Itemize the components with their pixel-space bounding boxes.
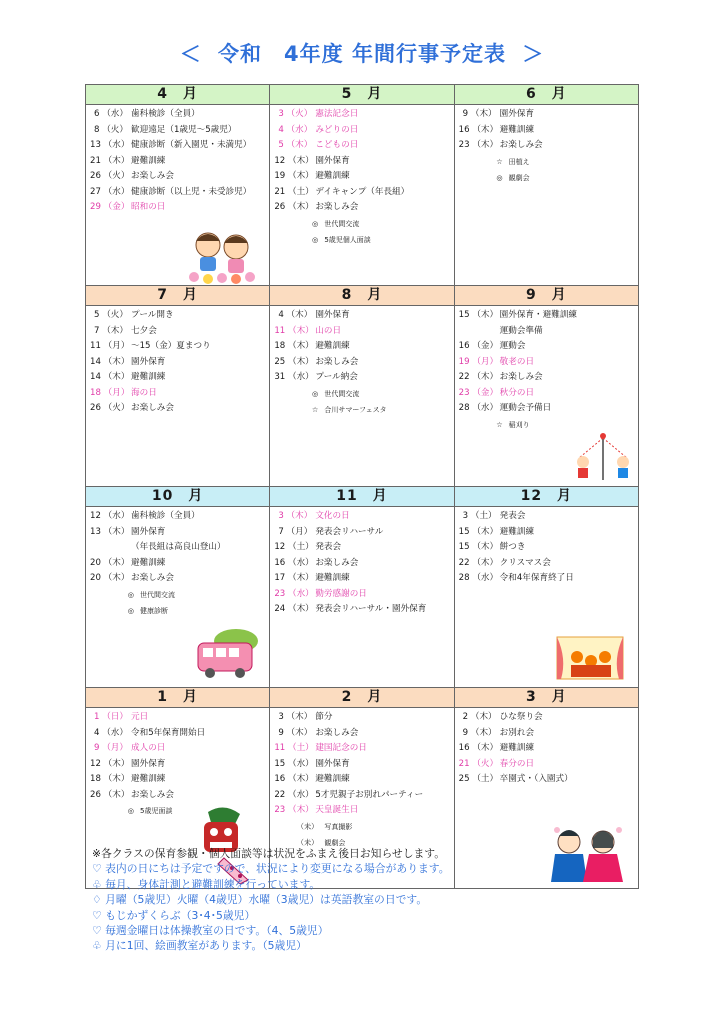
event-date: 4 （水） bbox=[278, 124, 313, 135]
event-title: 歯科検診（全員） bbox=[131, 109, 200, 119]
event-item bbox=[90, 138, 269, 154]
event-item bbox=[274, 509, 453, 525]
event-item bbox=[459, 525, 638, 541]
page-title bbox=[0, 38, 724, 68]
event-item bbox=[90, 200, 269, 216]
event-title: 発表会 bbox=[315, 542, 342, 552]
event-item bbox=[90, 169, 269, 185]
note-line: ※各クラスの保育参観・個人面談等は状況をふまえ後日お知らせします。 bbox=[92, 847, 446, 860]
event-date: 5 （木） bbox=[278, 140, 313, 150]
event-title: 文化の日 bbox=[315, 511, 350, 521]
event-date: 15 （木） bbox=[458, 542, 499, 552]
event-title: 園外保育 bbox=[131, 526, 166, 537]
event-date: 2 （木） bbox=[462, 712, 497, 722]
event-item bbox=[459, 138, 638, 154]
children-flowers-icon bbox=[186, 223, 260, 285]
event-item bbox=[274, 602, 453, 618]
event-title: 餅つき bbox=[499, 542, 526, 552]
title-bracket-right: ＞ bbox=[522, 42, 545, 66]
event-title: 節分 bbox=[315, 712, 333, 722]
event-date: 25 （土） bbox=[458, 774, 499, 784]
puppet-show-icon bbox=[555, 635, 625, 681]
event-date: 4 （水） bbox=[94, 727, 128, 738]
month-cell bbox=[86, 306, 270, 487]
event-marker: ◎ bbox=[312, 388, 319, 398]
event-title: 元日 bbox=[131, 712, 149, 722]
event-item bbox=[274, 772, 453, 788]
event-item bbox=[274, 324, 453, 340]
event-marker: ◎ bbox=[127, 589, 134, 599]
event-date: 16 （金） bbox=[458, 341, 499, 351]
event-marker: ☆ bbox=[311, 405, 319, 414]
event-date: 11 （月） bbox=[90, 341, 130, 351]
event-item bbox=[274, 587, 453, 603]
event-date: 23 （木） bbox=[458, 140, 499, 150]
event-title: 避難訓練 bbox=[499, 743, 535, 753]
event-title: 令和4年保育終了日 bbox=[499, 573, 574, 583]
event-item bbox=[274, 571, 453, 587]
event-item bbox=[274, 803, 453, 819]
event-date: 31 （水） bbox=[274, 372, 314, 382]
month-header: 1 月 bbox=[86, 688, 270, 708]
event-date: 16 （水） bbox=[274, 557, 314, 568]
event-date: 9 （木） bbox=[462, 109, 497, 119]
event-title: プール開き bbox=[131, 310, 174, 320]
event-date: 20 （木） bbox=[90, 573, 130, 583]
event-title: ひな祭り会 bbox=[499, 712, 543, 722]
event-item bbox=[90, 123, 269, 139]
event-marker: （未） bbox=[296, 838, 319, 847]
event-title: 健康診断 bbox=[140, 607, 168, 615]
event-title: 園外保育 bbox=[499, 109, 535, 119]
event-item bbox=[90, 370, 269, 386]
event-date: 15 （木） bbox=[458, 526, 499, 537]
sports-day-icon bbox=[573, 432, 637, 482]
event-title: プール納会 bbox=[315, 372, 358, 382]
event-title: 運動会準備 bbox=[499, 325, 543, 336]
event-item bbox=[90, 571, 269, 587]
event-title: 成人の日 bbox=[131, 743, 166, 753]
event-date: 6 （水） bbox=[94, 109, 128, 119]
event-item bbox=[274, 710, 453, 726]
event-date: 18 （木） bbox=[274, 341, 314, 351]
event-date: 23 （木） bbox=[274, 805, 314, 815]
event-title: お楽しみ会 bbox=[499, 140, 543, 150]
event-item bbox=[90, 154, 269, 170]
bus-icon bbox=[194, 625, 260, 683]
event-title: 避難訓練 bbox=[315, 171, 350, 181]
event-item bbox=[274, 154, 453, 170]
event-item bbox=[459, 772, 638, 788]
event-item bbox=[274, 757, 453, 773]
event-date: 26 （火） bbox=[90, 171, 130, 181]
note-line: ♧ 月に1回、絵画教室があります。（5歳児） bbox=[92, 939, 307, 953]
event-date: 11 （木） bbox=[274, 325, 314, 336]
event-title: 園外保育 bbox=[315, 758, 350, 769]
month-header: 5 月 bbox=[270, 85, 454, 105]
event-title: 園外保育・避難訓練 bbox=[499, 310, 578, 320]
event-title: 合川サマーフェスタ bbox=[324, 406, 387, 414]
event-date: 15 （木） bbox=[458, 310, 499, 320]
event-item bbox=[90, 107, 269, 123]
event-item bbox=[274, 308, 453, 324]
event-item bbox=[274, 788, 453, 804]
event-date: 22 （木） bbox=[458, 557, 499, 568]
note-line: ♡ もじかずくらぶ（3･4･5歳児） bbox=[92, 908, 256, 922]
event-item bbox=[274, 355, 453, 371]
event-date: 9 （木） bbox=[462, 727, 497, 738]
event-item bbox=[274, 370, 453, 386]
event-date: 18 （木） bbox=[90, 774, 130, 784]
event-title: クリスマス会 bbox=[499, 557, 551, 568]
event-date: 13 （木） bbox=[90, 526, 130, 537]
event-title: 卒園式・（入園式） bbox=[499, 774, 573, 784]
notes-section bbox=[92, 846, 652, 954]
event-title: 避難訓練 bbox=[315, 341, 350, 351]
month-header: 12 月 bbox=[454, 487, 638, 507]
event-date: 28 （水） bbox=[458, 403, 499, 413]
event-title: 天皇誕生日 bbox=[315, 805, 359, 815]
event-title: 勤労感謝の日 bbox=[315, 588, 367, 599]
event-item bbox=[274, 216, 453, 233]
event-item bbox=[274, 169, 453, 185]
note-line: ♧ 毎月、身体計測と避難訓練を行っています。 bbox=[92, 877, 321, 891]
event-title: お楽しみ会 bbox=[315, 727, 359, 738]
event-title: 避難訓練 bbox=[131, 155, 166, 166]
event-title: 5才児親子お別れパーティー bbox=[315, 789, 424, 800]
event-item bbox=[459, 339, 638, 355]
title-bracket-left: ＜ bbox=[179, 42, 202, 66]
event-item bbox=[274, 232, 453, 249]
event-item bbox=[459, 401, 638, 417]
month-cell bbox=[270, 306, 454, 487]
event-item bbox=[459, 710, 638, 726]
event-item bbox=[90, 324, 269, 340]
event-item bbox=[459, 107, 638, 123]
event-item bbox=[459, 757, 638, 773]
title-text: 令和 4年度 年間行事予定表 bbox=[218, 42, 506, 66]
month-header: 4 月 bbox=[86, 85, 270, 105]
event-item bbox=[459, 123, 638, 139]
event-item bbox=[459, 741, 638, 757]
event-item bbox=[274, 726, 453, 742]
event-item bbox=[274, 741, 453, 757]
event-item bbox=[90, 386, 269, 402]
event-item bbox=[274, 819, 453, 836]
event-title: お楽しみ会 bbox=[315, 356, 359, 367]
event-date: 14 （木） bbox=[90, 372, 130, 382]
event-item bbox=[459, 571, 638, 587]
event-title: 写真撮影 bbox=[324, 822, 353, 831]
event-date: 1 （日） bbox=[94, 712, 128, 722]
event-item bbox=[459, 355, 638, 371]
event-date: 19 （木） bbox=[274, 171, 314, 181]
event-item bbox=[459, 154, 638, 171]
event-item bbox=[90, 185, 269, 201]
event-item bbox=[274, 540, 453, 556]
event-date: 21 （木） bbox=[90, 155, 130, 166]
event-item bbox=[459, 308, 638, 324]
event-title: お楽しみ会 bbox=[131, 403, 174, 413]
event-title: 避難訓練 bbox=[131, 372, 166, 382]
event-title: 建国記念の日 bbox=[315, 743, 367, 753]
event-title: 発表会リハーサル・園外保育 bbox=[315, 604, 427, 614]
event-title: 海の日 bbox=[131, 387, 157, 398]
event-title: 避難訓練 bbox=[315, 573, 350, 583]
event-title: 避難訓練 bbox=[131, 557, 166, 568]
event-date: 16 （木） bbox=[458, 743, 499, 753]
event-date: 19 （月） bbox=[458, 356, 499, 367]
event-item bbox=[90, 556, 269, 572]
event-date: 13 （水） bbox=[90, 140, 130, 150]
event-date: 3 （木） bbox=[278, 712, 313, 722]
event-date: 5 （火） bbox=[94, 310, 128, 320]
event-title: お別れ会 bbox=[499, 727, 535, 738]
event-date: 9 （月） bbox=[94, 743, 128, 753]
event-item bbox=[459, 324, 638, 340]
month-cell bbox=[454, 507, 638, 688]
event-item bbox=[274, 556, 453, 572]
event-title: ～15（金）夏まつり bbox=[131, 341, 211, 351]
event-title: 園外保育 bbox=[315, 155, 350, 166]
event-item bbox=[90, 308, 269, 324]
event-item bbox=[459, 509, 638, 525]
event-title: 敬老の日 bbox=[499, 356, 535, 367]
event-title: お楽しみ会 bbox=[131, 789, 174, 800]
event-title: 歯科検診（全員） bbox=[131, 511, 200, 521]
event-item bbox=[90, 726, 269, 742]
event-date: 23 （金） bbox=[458, 387, 499, 398]
event-date: 26 （木） bbox=[90, 789, 130, 800]
event-date: 21 （火） bbox=[458, 758, 499, 769]
event-item bbox=[274, 138, 453, 154]
event-date: 12 （土） bbox=[274, 542, 314, 552]
event-title: 世代間交流 bbox=[324, 389, 360, 398]
event-title: お楽しみ会 bbox=[499, 372, 543, 382]
event-title: お楽しみ会 bbox=[131, 171, 174, 181]
event-marker: ◎ bbox=[496, 173, 503, 182]
note-line: ♡ 毎週金曜日は体操教室の日です。（4、5歳児） bbox=[92, 924, 329, 938]
event-date: 9 （木） bbox=[278, 727, 313, 738]
event-title: 5歳児個人面談 bbox=[324, 236, 371, 244]
event-date: 12 （木） bbox=[90, 758, 130, 769]
event-title: 山の日 bbox=[315, 325, 342, 336]
event-title: 避難訓練 bbox=[499, 526, 535, 537]
event-title: 園外保育 bbox=[315, 310, 350, 320]
event-marker: ◎ bbox=[312, 235, 319, 244]
event-date: 16 （木） bbox=[458, 124, 499, 135]
month-header: 6 月 bbox=[454, 85, 638, 105]
event-date: 18 （月） bbox=[90, 387, 130, 398]
event-item bbox=[90, 772, 269, 788]
month-cell bbox=[454, 105, 638, 286]
event-item bbox=[274, 339, 453, 355]
event-marker: ☆ bbox=[496, 419, 503, 429]
note-line: ♢ 月曜（5歳児）火曜（4歳児）水曜（3歳児）は英語教室の日です。 bbox=[92, 893, 428, 907]
month-header: 9 月 bbox=[454, 286, 638, 306]
annual-schedule-table bbox=[85, 84, 639, 889]
event-item bbox=[459, 726, 638, 742]
event-item bbox=[90, 757, 269, 773]
event-item bbox=[459, 170, 638, 187]
event-title: 秋分の日 bbox=[499, 387, 535, 398]
event-title: デイキャンプ（年長組） bbox=[315, 186, 410, 197]
event-item bbox=[90, 788, 269, 804]
event-title: 発表会リハーサル bbox=[315, 526, 384, 537]
event-title: 避難訓練 bbox=[499, 124, 535, 135]
month-cell bbox=[270, 507, 454, 688]
event-title: 令和5年保育開始日 bbox=[131, 727, 206, 738]
event-title: 七夕会 bbox=[131, 325, 157, 336]
event-item bbox=[459, 556, 638, 572]
event-item bbox=[90, 509, 269, 525]
event-item bbox=[274, 386, 453, 403]
event-item bbox=[90, 355, 269, 371]
event-date: 11 （土） bbox=[274, 743, 314, 753]
event-item bbox=[459, 370, 638, 386]
event-date: 24 （木） bbox=[274, 604, 314, 614]
event-date: 28 （水） bbox=[458, 573, 499, 583]
event-title: 健康診断（以上児・未受診児） bbox=[131, 186, 252, 197]
event-title: 発表会 bbox=[499, 511, 526, 521]
event-date: 12 （木） bbox=[274, 155, 314, 166]
event-item bbox=[274, 525, 453, 541]
event-title: 避難訓練 bbox=[131, 774, 166, 784]
event-item bbox=[274, 200, 453, 216]
event-item bbox=[90, 525, 269, 541]
event-item bbox=[459, 417, 638, 434]
event-item bbox=[274, 185, 453, 201]
event-title: 憲法記念日 bbox=[315, 109, 359, 119]
event-date: 7 （月） bbox=[278, 526, 313, 537]
event-date: 26 （火） bbox=[90, 403, 130, 413]
month-header: 2 月 bbox=[270, 688, 454, 708]
month-header: 3 月 bbox=[454, 688, 638, 708]
event-item bbox=[90, 339, 269, 355]
event-date: 15 （水） bbox=[274, 758, 314, 769]
event-date: 14 （木） bbox=[90, 356, 130, 367]
event-date: 29 （金） bbox=[90, 202, 130, 212]
event-title: 田植え bbox=[508, 157, 530, 166]
event-marker: ◎ bbox=[312, 218, 319, 228]
event-date: 23 （水） bbox=[274, 588, 314, 599]
event-date: 22 （木） bbox=[458, 372, 499, 382]
event-title: お楽しみ会 bbox=[315, 202, 359, 212]
event-title: 5歳児面談 bbox=[140, 807, 173, 815]
month-header: 7 月 bbox=[86, 286, 270, 306]
event-date: 3 （土） bbox=[462, 511, 497, 521]
event-title: 世代間交流 bbox=[140, 590, 175, 599]
event-date: 22 （水） bbox=[274, 789, 314, 800]
event-title: 運動会予備日 bbox=[499, 403, 552, 413]
event-item bbox=[90, 603, 269, 620]
event-item bbox=[274, 123, 453, 139]
event-title: 昭和の日 bbox=[131, 202, 166, 212]
event-title: 世代間交流 bbox=[324, 219, 360, 228]
event-title: みどりの日 bbox=[315, 124, 359, 135]
note-line: ♡ 表内の日にちは予定ですので、状況により変更になる場合があります。 bbox=[92, 862, 450, 876]
event-date: 8 （火） bbox=[94, 124, 128, 135]
event-title: 園外保育 bbox=[131, 758, 166, 769]
event-date: 4 （木） bbox=[278, 310, 313, 320]
event-item bbox=[90, 710, 269, 726]
event-date: 3 （火） bbox=[278, 109, 313, 119]
event-title: （年長組は高良山登山） bbox=[131, 542, 226, 552]
event-title: 健康診断（新入園児・未満児） bbox=[131, 140, 252, 150]
event-date: 20 （木） bbox=[90, 557, 130, 568]
event-date: 7 （木） bbox=[94, 325, 128, 336]
event-title: 観劇会 bbox=[508, 174, 530, 182]
event-date: 12 （水） bbox=[90, 511, 130, 521]
event-marker: ◎ bbox=[127, 806, 134, 815]
event-title: お楽しみ会 bbox=[131, 573, 174, 583]
event-title: 春分の日 bbox=[499, 758, 535, 769]
event-marker: ☆ bbox=[496, 156, 503, 166]
month-cell bbox=[86, 105, 270, 286]
event-title: 歓迎遠足（1歳児～5歳児） bbox=[131, 124, 237, 135]
month-header: 10 月 bbox=[86, 487, 270, 507]
event-title: 稲刈り bbox=[508, 420, 530, 429]
month-cell bbox=[270, 105, 454, 286]
event-item bbox=[459, 540, 638, 556]
event-item bbox=[90, 540, 269, 556]
event-date: 3 （木） bbox=[278, 511, 313, 521]
event-item bbox=[274, 107, 453, 123]
event-title: お楽しみ会 bbox=[315, 557, 359, 568]
event-date: 26 （木） bbox=[274, 202, 314, 212]
event-marker: （未） bbox=[296, 821, 319, 831]
event-item bbox=[459, 386, 638, 402]
event-item bbox=[90, 587, 269, 604]
event-item bbox=[274, 402, 453, 419]
event-date: 21 （土） bbox=[274, 186, 314, 197]
month-header: 8 月 bbox=[270, 286, 454, 306]
event-title: こどもの日 bbox=[315, 140, 359, 150]
event-title: 避難訓練 bbox=[315, 774, 350, 784]
event-title: 運動会 bbox=[499, 341, 526, 351]
month-cell bbox=[86, 507, 270, 688]
event-item bbox=[90, 401, 269, 417]
event-item bbox=[90, 741, 269, 757]
month-header: 11 月 bbox=[270, 487, 454, 507]
event-date: 17 （木） bbox=[274, 573, 314, 583]
event-date: 27 （水） bbox=[90, 186, 130, 197]
month-cell bbox=[454, 306, 638, 487]
event-date: 16 （木） bbox=[274, 774, 314, 784]
event-marker: ◎ bbox=[127, 606, 134, 615]
event-title: 園外保育 bbox=[131, 356, 166, 367]
event-date: 25 （木） bbox=[274, 356, 314, 367]
event-title: 観劇会 bbox=[324, 839, 346, 847]
